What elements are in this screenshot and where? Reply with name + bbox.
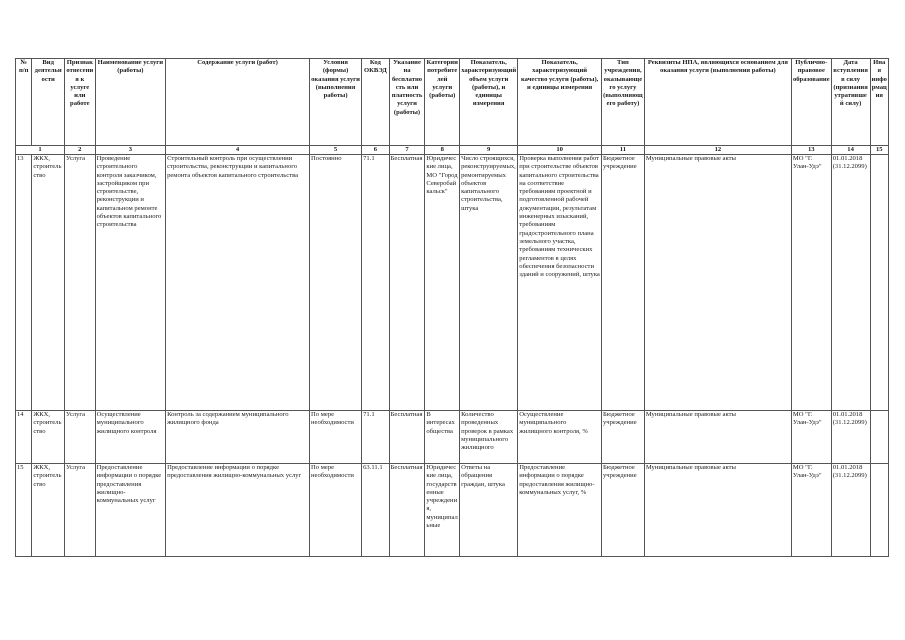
quality-indicator-cell: Проверка выполнения работ при строительстве объектов капитального строительства на соответствие требованиям проектной и подготовленной рабочей документации, результатам инженерных изысканий, требованиям градостроительного плана земельного участка, требованиям технических регламентов в целях обеспечения безопасности зданий и сооружений, штука [518, 155, 602, 411]
header-cell: Публично-правовое образование [791, 59, 831, 146]
header-cell: Реквизиты НПА, являющихся основанием для оказания услуги (выполнения работы) [644, 59, 791, 146]
header-cell: Признак отнесения к услуге или работе [65, 59, 96, 146]
column-number: 1 [16, 146, 65, 155]
payment-cell: Бесплатная [389, 155, 425, 411]
volume-indicator-cell: Число строящихся, реконструируемых, ремонтируемых объектов капитального строительства, штука [460, 155, 518, 411]
consumers-cell: Юридические лица, государственные учреждения, муниципальные [425, 464, 460, 557]
column-number: 12 [644, 146, 791, 155]
municipality-cell: МО "Г. Улан-Удэ" [791, 155, 831, 411]
npa-cell: Муниципальные правовые акты [644, 411, 791, 464]
consumers-cell: В интересах общества [425, 411, 460, 464]
services-register-table [15, 58, 889, 557]
institution-type-cell: Бюджетное учреждение [601, 155, 644, 411]
service-name-cell: Предоставление информации о порядке предоставления жилищно-коммунальных услуг [95, 464, 165, 557]
column-number: 13 [791, 146, 831, 155]
sign-cell: Услуга [65, 155, 96, 411]
sign-cell: Услуга [65, 464, 96, 557]
activity-cell: ЖКХ, строительство [32, 464, 65, 557]
column-number: 9 [460, 146, 518, 155]
row-number: 14 [16, 411, 32, 464]
volume-indicator-cell: Количество проведенных проверок в рамках муниципального жилищного [460, 411, 518, 464]
column-number: 14 [831, 146, 870, 155]
activity-cell: ЖКХ, строительство [32, 155, 65, 411]
header-cell: Наименование услуги (работы) [95, 59, 165, 146]
header-cell: Содержание услуги (работ) [166, 59, 310, 146]
header-cell: Показатель, характеризующий качество услуги (работы), и единицы измерения [518, 59, 602, 146]
conditions-cell: По мере необходимости [310, 464, 362, 557]
row-number: 13 [16, 155, 32, 411]
municipality-cell: МО "Г. Улан-Удэ" [791, 411, 831, 464]
column-number-row [16, 146, 889, 155]
column-number: 5 [310, 146, 362, 155]
other-info-cell [870, 155, 889, 411]
service-content-cell: Строительный контроль при осуществлении строительства, реконструкции и капитального ремонта объектов капитального строительства [166, 155, 310, 411]
other-info-cell [870, 411, 889, 464]
header-cell: Дата вступления в силу (признания утратившей силу) [831, 59, 870, 146]
service-name-cell: Проведение строительного контроля заказчиком, застройщиком при строительстве, реконструкции и капитальном ремонте объектов капитального строительства [95, 155, 165, 411]
quality-indicator-cell: Осуществление муниципального жилищного контроля, % [518, 411, 602, 464]
header-cell: Показатель, характеризующий объем услуги (работы), и единицы измерения [460, 59, 518, 146]
conditions-cell: Постоянно [310, 155, 362, 411]
column-number: 4 [166, 146, 310, 155]
payment-cell: Бесплатная [389, 411, 425, 464]
table-row [16, 464, 889, 557]
institution-type-cell: Бюджетное учреждение [601, 411, 644, 464]
table-row [16, 155, 889, 411]
municipality-cell: МО "Г. Улан-Удэ" [791, 464, 831, 557]
effective-date-cell: 01.01.2018 (31.12.2099) [831, 464, 870, 557]
okved-cell: 71.1 [362, 155, 390, 411]
column-number: 8 [425, 146, 460, 155]
header-cell: Иная информация [870, 59, 889, 146]
column-number: 11 [601, 146, 644, 155]
activity-cell: ЖКХ, строительство [32, 411, 65, 464]
column-number: 10 [518, 146, 602, 155]
header-cell: Условия (формы) оказания услуги (выполнения работы) [310, 59, 362, 146]
service-content-cell: Контроль за содержанием муниципального жилищного фонда [166, 411, 310, 464]
institution-type-cell: Бюджетное учреждение [601, 464, 644, 557]
header-cell: Код ОКВЭД [362, 59, 390, 146]
service-content-cell: Предоставление информации о порядке предоставления жилищно-коммунальных услуг [166, 464, 310, 557]
payment-cell: Бесплатная [389, 464, 425, 557]
table-row [16, 411, 889, 464]
column-number: 3 [95, 146, 165, 155]
okved-cell: 71.1 [362, 411, 390, 464]
row-number: 15 [16, 464, 32, 557]
consumers-cell: Юридические лица, МО "Город Северобайкальск" [425, 155, 460, 411]
header-row [16, 59, 889, 146]
column-number: 6 [362, 146, 390, 155]
header-cell: Вид деятельности [32, 59, 65, 146]
okved-cell: 63.11.1 [362, 464, 390, 557]
conditions-cell: По мере необходимости [310, 411, 362, 464]
column-number: 2 [65, 146, 96, 155]
quality-indicator-cell: Предоставление информации о порядке предоставления жилищно-коммунальных услуг, % [518, 464, 602, 557]
header-cell: Указание на бесплатность или платность услуги (работы) [389, 59, 425, 146]
header-cell: Категории потребителей услуги (работы) [425, 59, 460, 146]
column-number: 15 [870, 146, 889, 155]
volume-indicator-cell: Ответы на обращения граждан, штука [460, 464, 518, 557]
npa-cell: Муниципальные правовые акты [644, 155, 791, 411]
other-info-cell [870, 464, 889, 557]
effective-date-cell: 01.01.2018 (31.12.2099) [831, 411, 870, 464]
header-cell: № п/п [16, 59, 32, 146]
npa-cell: Муниципальные правовые акты [644, 464, 791, 557]
service-name-cell: Осуществление муниципального жилищного контроля [95, 411, 165, 464]
effective-date-cell: 01.01.2018 (31.12.2099) [831, 155, 870, 411]
column-number: 7 [389, 146, 425, 155]
sign-cell: Услуга [65, 411, 96, 464]
header-cell: Тип учреждения, оказывающего услугу (выполняющего работу) [601, 59, 644, 146]
